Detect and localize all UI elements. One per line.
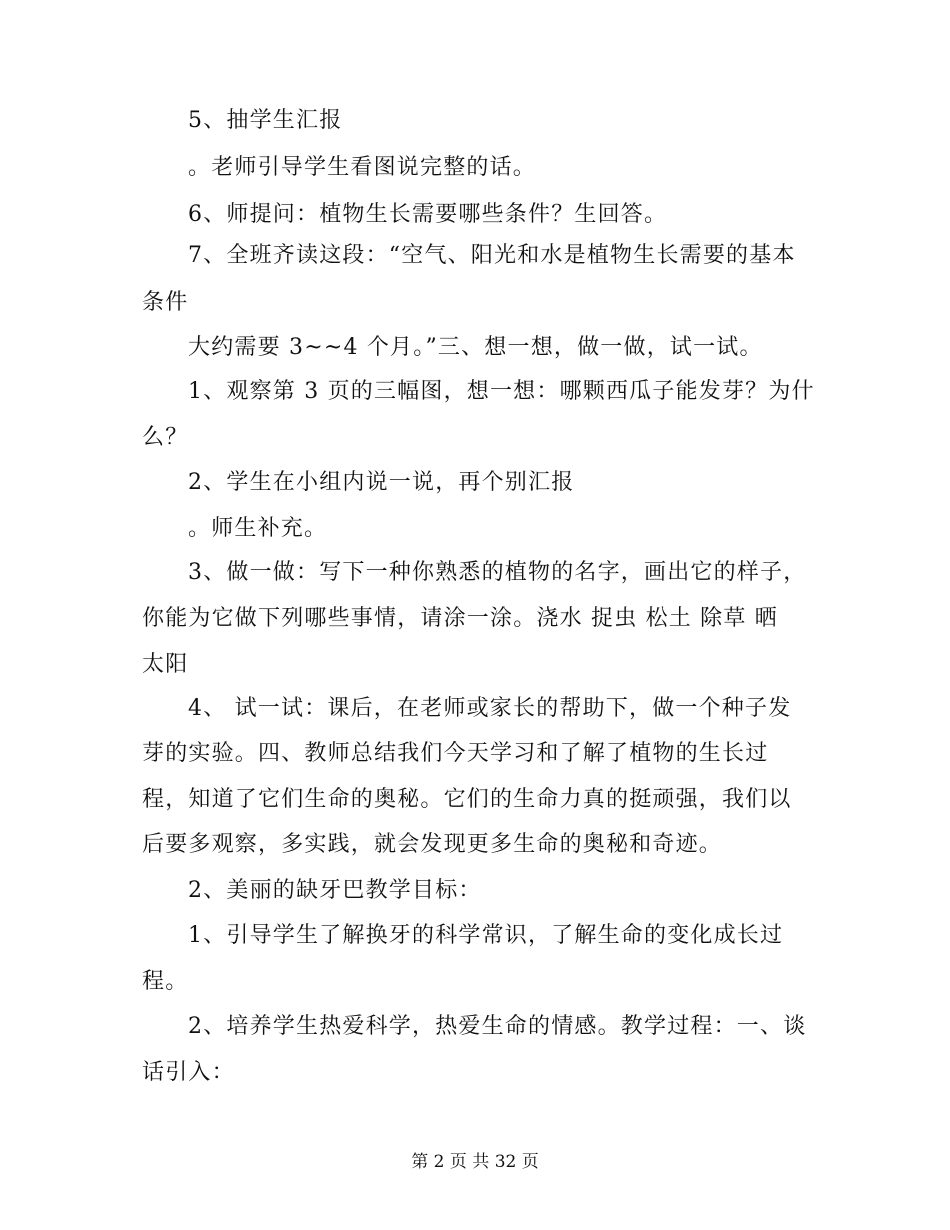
text-line-13: 太阳 (142, 652, 189, 677)
text-line-8: 么？ (142, 425, 189, 450)
text-line-15: 芽的实验。四、教师总结我们今天学习和了解了植物的生长过 (142, 741, 769, 766)
text-line-6: 大约需要 3~~4 个月。”三、想一想，做一做，试一试。 (188, 335, 763, 360)
text-line-4: 7、全班齐读这段：“空气、阳光和水是植物生长需要的基本 (188, 243, 796, 268)
text-line-2: 。老师引导学生看图说完整的话。 (188, 155, 537, 180)
text-line-7: 1、观察第 3 页的三幅图，想一想：哪颗西瓜子能发芽？为什 (188, 379, 815, 404)
text-line-10: 。师生补充。 (188, 516, 328, 541)
text-line-17: 后要多观察，多实践，就会发现更多生命的奥秘和奇迹。 (142, 832, 723, 857)
text-line-9: 2、学生在小组内说一说，再个别汇报 (188, 470, 575, 495)
text-line-11: 3、做一做：写下一种你熟悉的植物的名字，画出它的样子， (188, 560, 807, 585)
text-line-14: 4、 试一试：课后，在老师或家长的帮助下，做一个种子发 (188, 696, 792, 721)
text-line-21: 2、培养学生热爱科学，热爱生命的情感。教学过程：一、谈 (188, 1014, 807, 1039)
text-line-19: 1、引导学生了解换牙的科学常识，了解生命的变化成长过 (188, 923, 784, 948)
text-line-20: 程。 (142, 969, 189, 994)
text-line-5: 条件 (142, 290, 189, 315)
text-line-1: 5、抽学生汇报 (188, 108, 343, 133)
text-line-3: 6、师提问：植物生长需要哪些条件？生回答。 (188, 202, 668, 227)
text-line-18: 2、美丽的缺牙巴教学目标： (188, 878, 482, 903)
text-line-12: 你能为它做下列哪些事情，请涂一涂。浇水 捉虫 松土 除草 晒 (142, 606, 778, 631)
page-number-footer: 第 2 页 共 32 页 (411, 1152, 539, 1172)
text-line-16: 程，知道了它们生命的奥秘。它们的生命力真的挺顽强，我们以 (142, 787, 792, 812)
text-line-22: 话引入： (142, 1060, 235, 1085)
